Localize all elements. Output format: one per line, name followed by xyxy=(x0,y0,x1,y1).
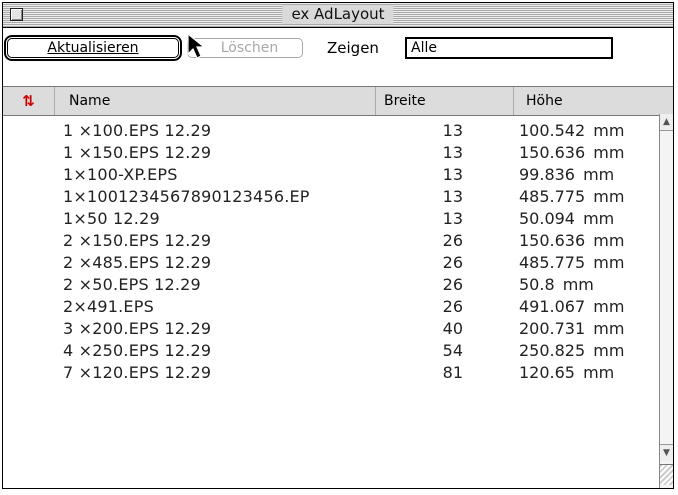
table-row[interactable] xyxy=(3,340,659,362)
height-cell: 100.542 mm xyxy=(519,121,625,140)
file-name-cell: 7 ×120.EPS 12.29 xyxy=(63,363,212,382)
width-cell: 26 xyxy=(442,253,463,272)
column-header-name[interactable]: Name xyxy=(69,93,111,109)
grow-box-icon[interactable] xyxy=(660,464,673,485)
file-name-cell: 2×491.EPS xyxy=(63,297,154,316)
table-row[interactable] xyxy=(3,208,659,230)
width-cell: 81 xyxy=(442,363,463,382)
height-cell: 99.836 mm xyxy=(519,165,615,184)
width-cell: 26 xyxy=(442,231,463,250)
table-row[interactable] xyxy=(3,230,659,252)
width-cell: 54 xyxy=(442,341,463,360)
height-cell: 50.8 mm xyxy=(519,275,594,294)
width-cell: 13 xyxy=(442,143,463,162)
file-name-cell: 1×50 12.29 xyxy=(63,209,160,228)
table-row[interactable] xyxy=(3,164,659,186)
show-filter-input[interactable]: Alle xyxy=(405,37,613,59)
width-cell: 26 xyxy=(442,297,463,316)
arrow-cursor-icon xyxy=(185,32,207,60)
file-name-cell: 2 ×150.EPS 12.29 xyxy=(63,231,212,250)
file-name-cell: 2 ×485.EPS 12.29 xyxy=(63,253,212,272)
column-header-width[interactable]: Breite xyxy=(375,87,513,115)
sort-toggle[interactable] xyxy=(3,87,55,115)
height-cell: 50.094 mm xyxy=(519,209,615,228)
table-row[interactable] xyxy=(3,186,659,208)
delete-button[interactable]: Löschen xyxy=(187,38,303,58)
width-cell: 26 xyxy=(442,275,463,294)
table-row[interactable] xyxy=(3,252,659,274)
height-cell: 491.067 mm xyxy=(519,297,625,316)
table-row[interactable] xyxy=(3,318,659,340)
table-row[interactable] xyxy=(3,296,659,318)
table-row[interactable] xyxy=(3,142,659,164)
height-cell: 150.636 mm xyxy=(519,231,625,250)
file-name-cell: 3 ×200.EPS 12.29 xyxy=(63,319,212,338)
width-cell: 13 xyxy=(442,209,463,228)
height-cell: 150.636 mm xyxy=(519,143,625,162)
width-cell: 13 xyxy=(442,165,463,184)
title-bar[interactable] xyxy=(3,3,673,28)
file-name-cell: 2 ×50.EPS 12.29 xyxy=(63,275,201,294)
vertical-scrollbar[interactable] xyxy=(659,114,673,488)
file-name-cell: 1 ×150.EPS 12.29 xyxy=(63,143,212,162)
refresh-button[interactable]: Aktualisieren xyxy=(7,38,179,58)
table-row[interactable] xyxy=(3,274,659,296)
scroll-down-arrow-icon[interactable]: ▼ xyxy=(660,444,673,461)
height-cell: 120.65 mm xyxy=(519,363,615,382)
window-title: ex AdLayout xyxy=(282,5,393,24)
adlayout-window xyxy=(2,2,674,489)
sort-direction-icon: ⇅ xyxy=(22,92,35,110)
file-list xyxy=(3,116,659,488)
toolbar xyxy=(3,28,673,68)
width-cell: 13 xyxy=(442,187,463,206)
height-cell: 485.775 mm xyxy=(519,187,625,206)
width-cell: 40 xyxy=(442,319,463,338)
close-box-icon[interactable] xyxy=(10,8,23,21)
table-row[interactable] xyxy=(3,362,659,384)
width-cell: 13 xyxy=(442,121,463,140)
column-header-height[interactable]: Höhe xyxy=(513,87,659,115)
file-name-cell: 1 ×100.EPS 12.29 xyxy=(63,121,212,140)
file-name-cell: 1×1001234567890123456.EP xyxy=(63,187,310,206)
table-header xyxy=(3,86,673,116)
height-cell: 485.775 mm xyxy=(519,253,625,272)
file-name-cell: 4 ×250.EPS 12.29 xyxy=(63,341,212,360)
height-cell: 200.731 mm xyxy=(519,319,625,338)
scroll-up-arrow-icon[interactable]: ▲ xyxy=(660,114,673,131)
show-label: Zeigen xyxy=(327,39,379,57)
file-name-cell: 1×100-XP.EPS xyxy=(63,165,178,184)
table-row[interactable] xyxy=(3,120,659,142)
height-cell: 250.825 mm xyxy=(519,341,625,360)
